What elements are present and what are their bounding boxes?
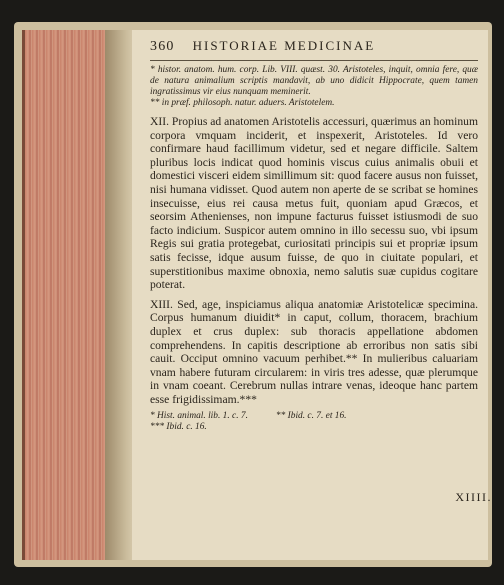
footnotes-bottom xyxy=(150,411,478,433)
page-content xyxy=(150,38,478,433)
footnote-top-2: ** in præf. philosoph. natur. aduers. Aristotelem. xyxy=(150,98,335,108)
running-head: HISTORIAE MEDICINAE xyxy=(192,38,376,53)
footnote-bottom-2: ** Ibid. c. 7. et 16. xyxy=(275,411,347,422)
footnote-top-1: * histor. anatom. hum. corp. Lib. VIII. quæst. 30. Aristoteles, inquit, omnia fere, quæ de natura animalium scriptis mandavit, ab uno didicit Hippocrate, quem tamen ingratissimus vir eius nunquam meminerit. xyxy=(150,65,478,97)
paragraph-xii: XII. Propius ad anatomen Aristotelis accessuri, quærimus an hominum corpora vmquam inciderit, et inspexerit, Aristoteles. Id vero confirmare haud facillimum videtur, sed et negare difficile. Saltem pluribus locis indicat quod hominis viscus cuius animalis obuii et domestici visceri eidem simillimum sit: quod facere ausus non fuisset, nisi humana vidisset. Quod autem non aperte de se scribat se homines insecuisse, eius rei causa metus fuit, quoniam apud Græcos, et seorsim Athenienses, non impune facturus fuisset istiusmodi de suo facto indicium. Suspicor autem omnino in illo secessu suo, vbi ipsum Regis sui gratia protegebat, curiositati principis sui et propriæ ipsum satis fecisse, idque ausum fuisse, de quo in ciuitate populari, et superstitionibus maxime obnoxia, nemo salutis suæ cupidus cogitare poterat. xyxy=(150,115,478,292)
page-number: 360 xyxy=(150,39,175,54)
footnote-row xyxy=(150,411,478,422)
footnote-bottom-3: *** Ibid. c. 16. xyxy=(150,422,207,433)
catchword: XIIII. xyxy=(455,490,492,504)
paragraph-xiii: XIII. Sed, age, inspiciamus aliqua anatomiæ Aristotelicæ specimina. Corpus humanum diuidit* in caput, collum, thoracem, brachium duplex et crus duplex: sub thoracis appellatione abdomen comprehendens. In capitis descriptione ab erroribus non satis sibi cauit. Occiput omnino vacuum perhibet.** In mulieribus caluariam vnam habere futuram circularem: in viris tres adesse, quæ plerumque in vnam coeant. Cerebrum nullas intrare venas, ideoque hanc partem esse frigidissimam.*** xyxy=(150,297,478,406)
page-edges xyxy=(22,30,111,560)
page-header xyxy=(150,38,478,58)
footnote-bottom-1: * Hist. animal. lib. 1. c. 7. xyxy=(150,411,248,422)
header-rule xyxy=(150,60,478,61)
